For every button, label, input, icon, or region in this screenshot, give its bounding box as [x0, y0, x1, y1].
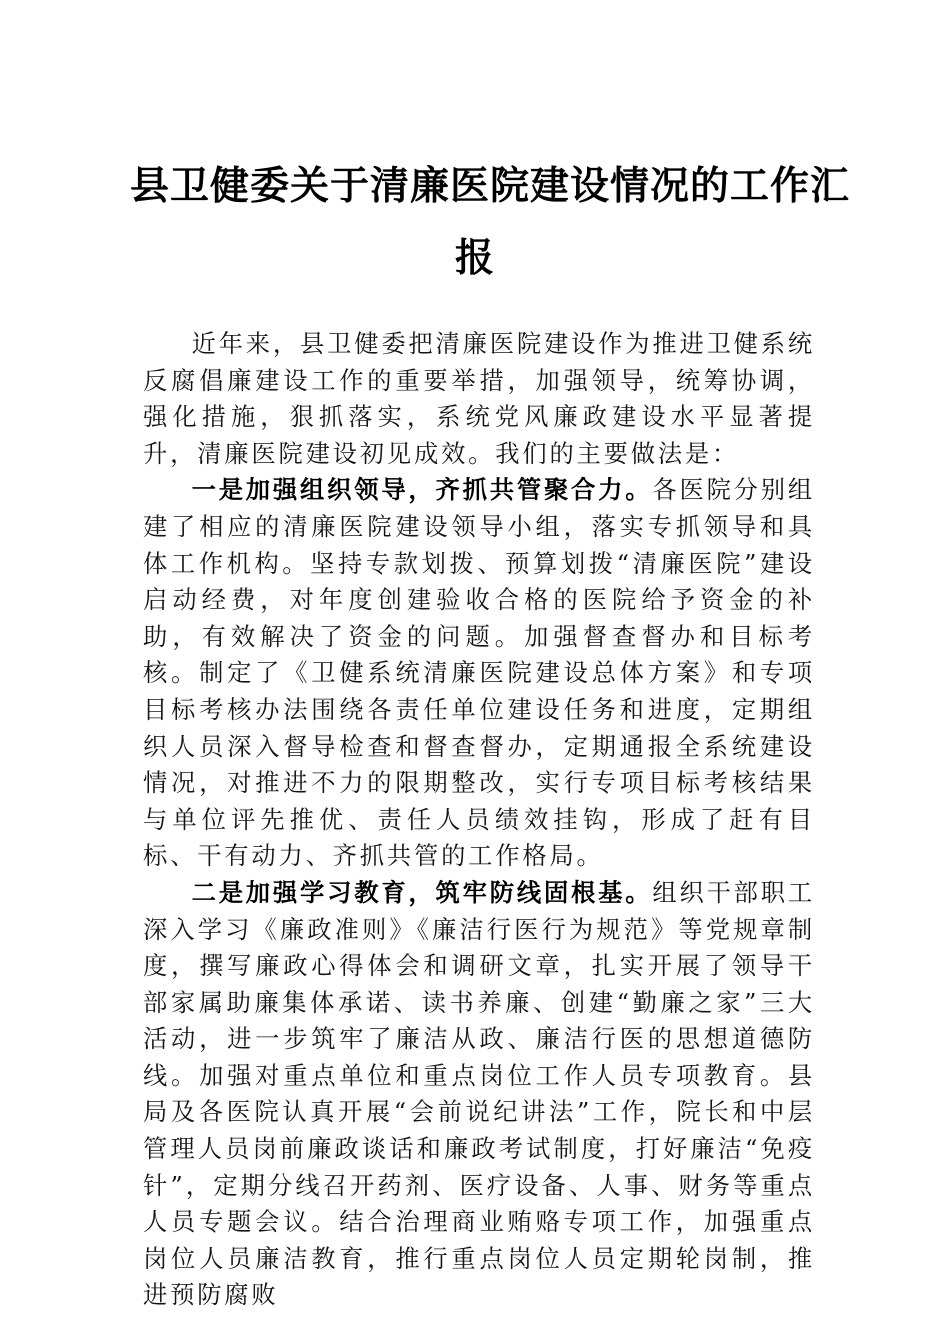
section-1-heading: 一是加强组织领导，齐抓共管聚合力。: [191, 475, 653, 505]
section-2-heading: 二是加强学习教育，筑牢防线固根基。: [191, 877, 653, 907]
section-2-text: 组织干部职工深入学习《廉政准则》《廉洁行医行为规范》等党规章制度，撰写廉政心得体会和调研文章，扎实开展了领导干部家属助廉集体承诺、读书养廉、创建“勤廉之家”三大活动，进一步筑牢了廉洁从政、廉洁行医的思想道德防线。加强对重点单位和重点岗位工作人员专项教育。县局及各医院认真开展“会前说纪讲法”工作，院长和中层管理人员岗前廉政谈话和廉政考试制度，打好廉洁“免疫针”，定期分线召开药剂、医疗设备、人事、财务等重点人员专题会议。结合治理商业贿赂专项工作，加强重点岗位人员廉洁教育，推行重点岗位人员定期轮岗制，推进预防腐败: [143, 877, 815, 1310]
title-line-2: 报: [454, 235, 495, 281]
intro-paragraph: 近年来，县卫健委把清廉医院建设作为推进卫健系统反腐倡廉建设工作的重要举措，加强领导，统筹协调，强化措施，狠抓落实，系统党风廉政建设水平显著提升，清廉医院建设初见成效。我们的主要做法是：: [143, 329, 815, 468]
section-1-paragraph: [143, 472, 815, 875]
title-line-1: 县卫健委关于清廉医院建设情况的工作汇: [130, 163, 851, 209]
section-2-paragraph: [143, 875, 815, 1314]
section-1-text: 各医院分别组建了相应的清廉医院建设领导小组，落实专抓领导和具体工作机构。坚持专款划拨、预算划拨“清廉医院”建设启动经费，对年度创建验收合格的医院给予资金的补助，有效解决了资金的问题。加强督查督办和目标考核。制定了《卫健系统清廉医院建设总体方案》和专项目标考核办法围绕各责任单位建设任务和进度，定期组织人员深入督导检查和督查督办，定期通报全系统建设情况，对推进不力的限期整改，实行专项目标考核结果与单位评先推优、责任人员绩效挂钩，形成了赶有目标、干有动力、齐抓共管的工作格局。: [143, 475, 815, 871]
document-title: [130, 150, 851, 294]
document-body: [143, 326, 815, 1314]
